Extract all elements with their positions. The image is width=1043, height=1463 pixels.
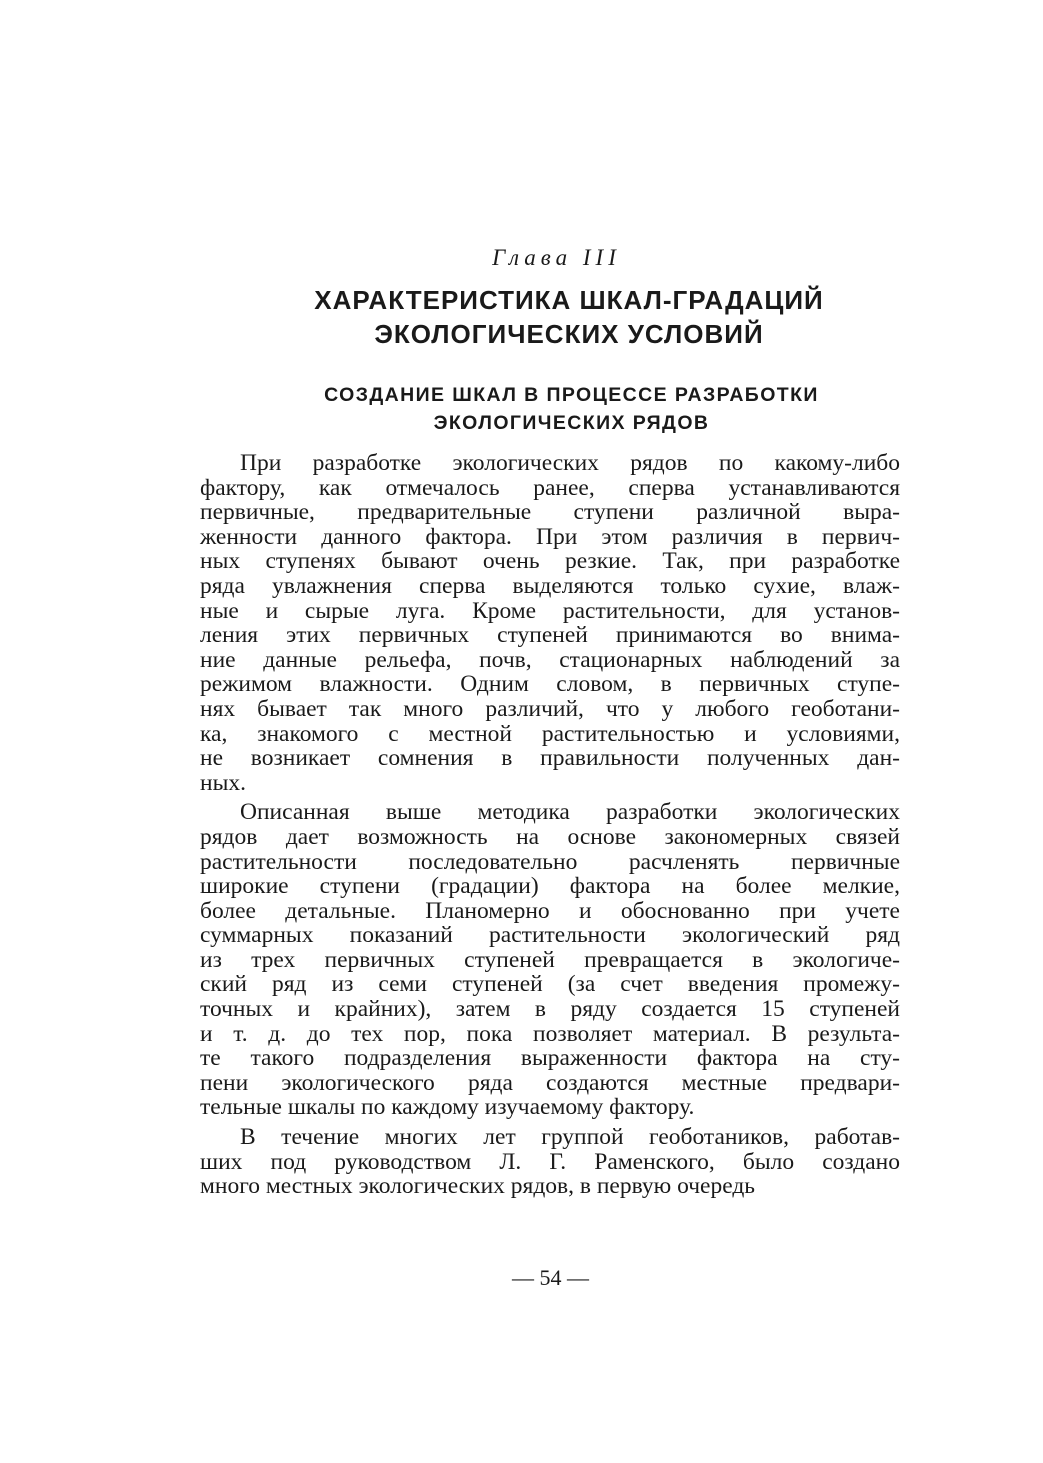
- text-line: нях бывает так много различий, что у любого геоботани-: [200, 695, 900, 722]
- text-line: В течение многих лет группой геоботаников, работав-: [240, 1124, 900, 1151]
- text-line: При разработке экологических рядов по какому-либо: [240, 450, 900, 476]
- section-title: [0, 381, 1043, 437]
- body-text: [200, 451, 900, 1199]
- text-line: точных и крайних), затем в ряду создается 15 ступеней: [200, 996, 900, 1023]
- section-title-line: ЭКОЛОГИЧЕСКИХ РЯДОВ: [433, 412, 710, 434]
- chapter-label: Глава III: [492, 245, 621, 270]
- text-line: и т. д. до тех пор, пока позволяет материал. В результа-: [200, 1020, 900, 1047]
- paragraph: [200, 800, 900, 1120]
- text-line: ления этих первичных ступеней принимаются во внима-: [200, 622, 900, 649]
- text-line: ших под руководством Л. Г. Раменского, было создано: [200, 1148, 900, 1175]
- text-line: ряда увлажнения сперва выделяются только сухие, влаж-: [200, 572, 900, 599]
- text-line: ные и сырые луга. Кроме растительности, для установ-: [200, 597, 900, 624]
- text-line: много местных экологических рядов, в первую очередь: [200, 1173, 756, 1200]
- text-line: фактору, как отмечалось ранее, сперва устанавливаются: [200, 474, 900, 501]
- text-line: пени экологического ряда создаются местные предвари-: [200, 1069, 900, 1096]
- text-line: ных.: [200, 769, 246, 796]
- text-line: ский ряд из семи ступеней (за счет введения промежу-: [200, 971, 900, 998]
- text-line: Описанная выше методика разработки экологических: [240, 799, 900, 826]
- text-line: ние данные рельефа, почв, стационарных наблюдений за: [200, 646, 900, 673]
- text-line: широкие ступени (градации) фактора на более мелкие,: [200, 873, 900, 900]
- text-line: ных ступенях бывают очень резкие. Так, при разработке: [200, 548, 900, 575]
- text-line: не возникает сомнения в правильности полученных дан-: [200, 745, 900, 772]
- text-line: ка, знакомого с местной растительностью и условиями,: [200, 720, 900, 747]
- text-line: режимом влажности. Одним словом, в первичных ступе-: [200, 671, 900, 698]
- text-line: те такого подразделения выраженности фактора на сту-: [200, 1045, 900, 1072]
- text-line: тельные шкалы по каждому изучаемому фактору.: [200, 1094, 695, 1121]
- section-title-line: СОЗДАНИЕ ШКАЛ В ПРОЦЕССЕ РАЗРАБОТКИ: [324, 384, 819, 406]
- text-line: суммарных показаний растительности экологический ряд: [200, 922, 900, 949]
- chapter-title-line: ЭКОЛОГИЧЕСКИХ УСЛОВИЙ: [374, 319, 764, 349]
- text-line: первичные, предварительные ступени различной выра-: [200, 499, 900, 526]
- paragraph: [200, 1125, 900, 1199]
- text-line: растительности последовательно расчленять первичные: [200, 848, 900, 875]
- text-line: более детальные. Планомерно и обоснованно при учете: [200, 897, 900, 924]
- chapter-title: [0, 283, 1043, 351]
- text-line: женности данного фактора. При этом различия в первич-: [200, 523, 900, 550]
- text-line: рядов дает возможность на основе закономерных связей: [200, 823, 900, 850]
- chapter-title-line: ХАРАКТЕРИСТИКА ШКАЛ-ГРАДАЦИЙ: [314, 285, 824, 315]
- page-number: — 54 —: [512, 1265, 589, 1290]
- text-line: из трех первичных ступеней превращается в экологиче-: [200, 946, 900, 973]
- paragraph: [200, 451, 900, 795]
